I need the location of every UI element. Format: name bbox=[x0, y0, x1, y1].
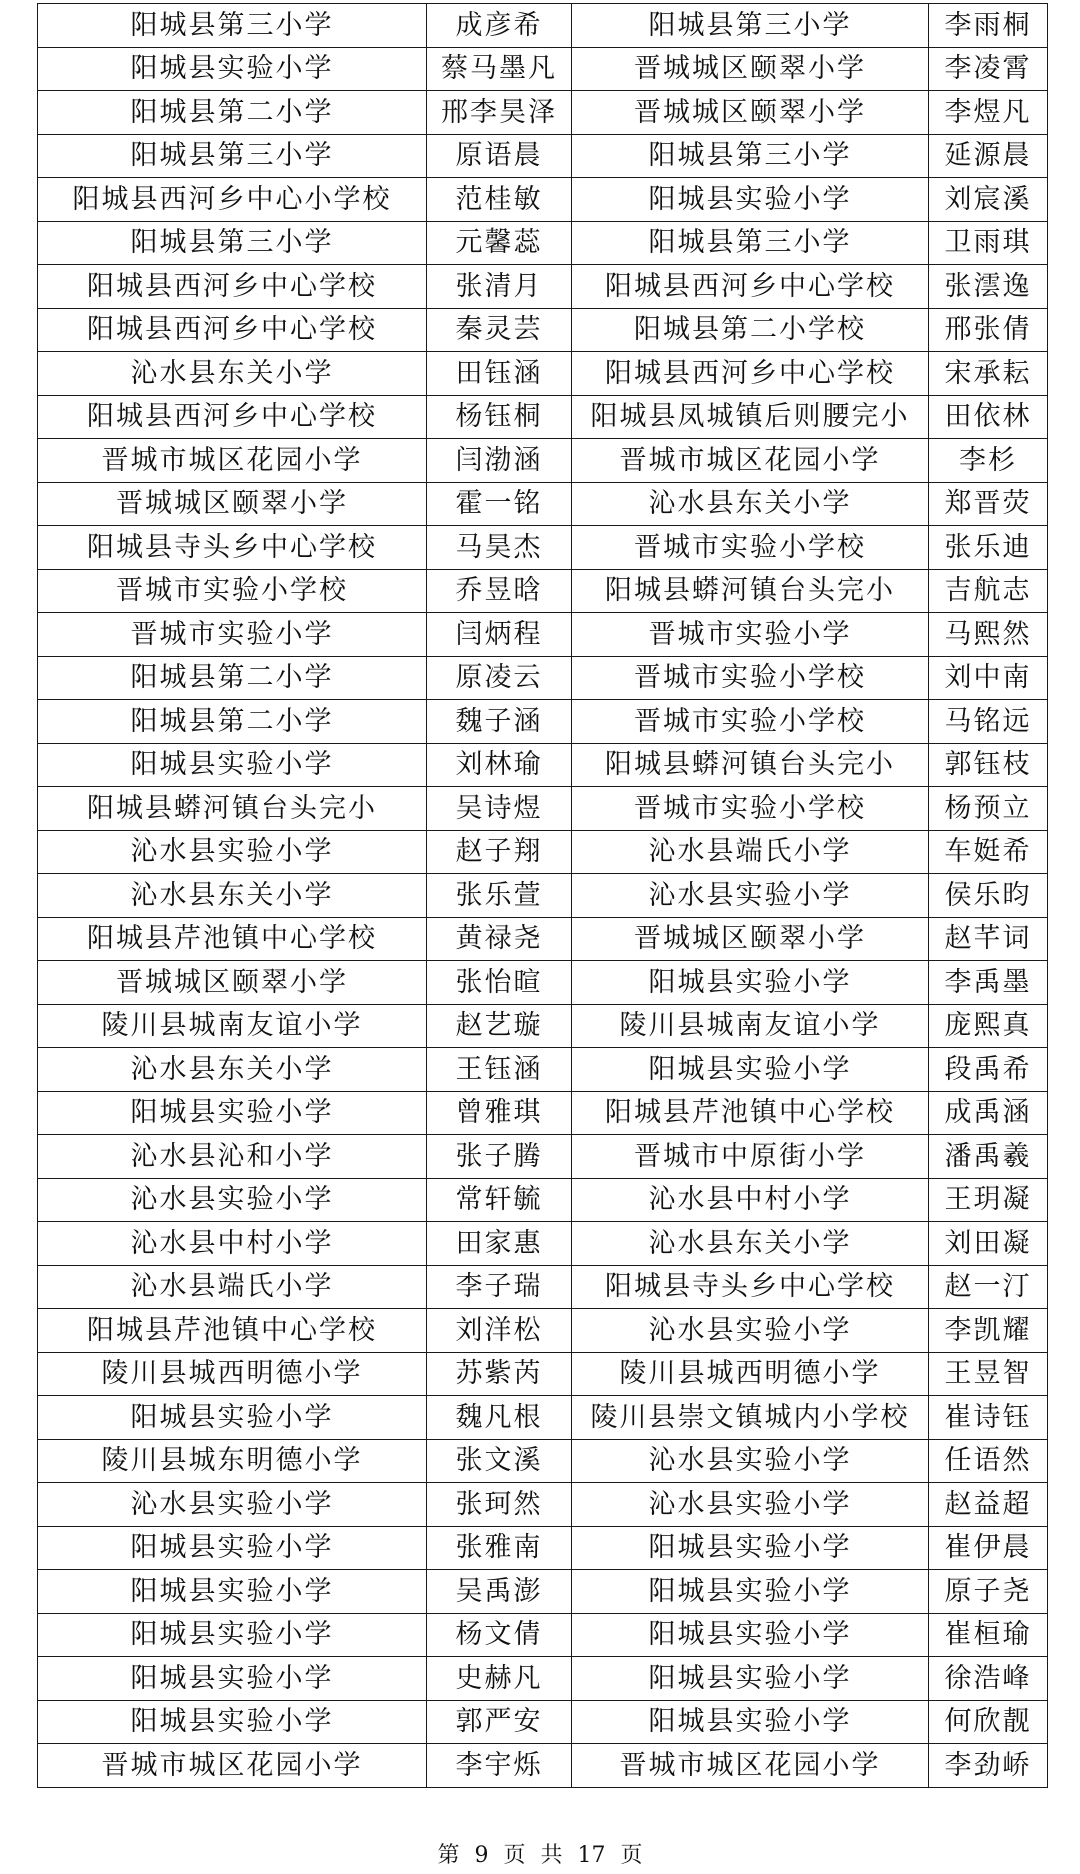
school-cell: 沁水县中村小学 bbox=[572, 1178, 929, 1222]
student-name-cell: 黄禄尧 bbox=[427, 917, 572, 961]
table-row bbox=[38, 4, 1048, 48]
table-row bbox=[38, 395, 1048, 439]
school-cell: 阳城县实验小学 bbox=[38, 1396, 427, 1440]
student-name-cell: 赵益超 bbox=[929, 1483, 1048, 1527]
school-cell: 陵川县城南友谊小学 bbox=[38, 1004, 427, 1048]
school-cell: 阳城县西河乡中心学校 bbox=[572, 265, 929, 309]
school-cell: 沁水县实验小学 bbox=[38, 1178, 427, 1222]
school-cell: 沁水县中村小学 bbox=[38, 1222, 427, 1266]
student-name-cell: 成彦希 bbox=[427, 4, 572, 48]
student-name-cell: 田钰涵 bbox=[427, 352, 572, 396]
student-name-cell: 李杉 bbox=[929, 439, 1048, 483]
student-name-cell: 马铭远 bbox=[929, 700, 1048, 744]
school-cell: 陵川县城东明德小学 bbox=[38, 1439, 427, 1483]
school-cell: 晋城市城区花园小学 bbox=[572, 1744, 929, 1788]
table-row bbox=[38, 830, 1048, 874]
school-cell: 沁水县沁和小学 bbox=[38, 1135, 427, 1179]
student-name-cell: 霍一铭 bbox=[427, 482, 572, 526]
student-name-cell: 吉航志 bbox=[929, 569, 1048, 613]
school-cell: 阳城县实验小学 bbox=[572, 1700, 929, 1744]
student-name-cell: 延源晨 bbox=[929, 134, 1048, 178]
table-row bbox=[38, 1048, 1048, 1092]
student-name-cell: 原子尧 bbox=[929, 1570, 1048, 1614]
student-name-cell: 赵子翔 bbox=[427, 830, 572, 874]
table-row bbox=[38, 1178, 1048, 1222]
school-cell: 阳城县西河乡中心学校 bbox=[38, 395, 427, 439]
school-cell: 晋城市城区花园小学 bbox=[38, 439, 427, 483]
student-name-cell: 李子瑞 bbox=[427, 1265, 572, 1309]
student-name-cell: 元馨蕊 bbox=[427, 221, 572, 265]
school-cell: 阳城县蟒河镇台头完小 bbox=[38, 787, 427, 831]
school-cell: 沁水县东关小学 bbox=[572, 1222, 929, 1266]
student-name-cell: 刘林瑜 bbox=[427, 743, 572, 787]
student-name-cell: 马熙然 bbox=[929, 613, 1048, 657]
student-name-cell: 崔伊晨 bbox=[929, 1526, 1048, 1570]
school-cell: 阳城县第二小学 bbox=[38, 656, 427, 700]
student-name-cell: 郑晋荧 bbox=[929, 482, 1048, 526]
table-row bbox=[38, 569, 1048, 613]
roster-table bbox=[37, 3, 1048, 1788]
student-name-cell: 张文溪 bbox=[427, 1439, 572, 1483]
school-cell: 沁水县端氏小学 bbox=[38, 1265, 427, 1309]
student-name-cell: 王昱智 bbox=[929, 1352, 1048, 1396]
student-name-cell: 常轩毓 bbox=[427, 1178, 572, 1222]
school-cell: 沁水县实验小学 bbox=[572, 1483, 929, 1527]
school-cell: 阳城县西河乡中心学校 bbox=[38, 265, 427, 309]
school-cell: 阳城县实验小学 bbox=[38, 1657, 427, 1701]
student-name-cell: 刘宸溪 bbox=[929, 178, 1048, 222]
school-cell: 阳城县第三小学 bbox=[572, 4, 929, 48]
student-name-cell: 曾雅琪 bbox=[427, 1091, 572, 1135]
school-cell: 阳城县第三小学 bbox=[38, 134, 427, 178]
school-cell: 阳城县第三小学 bbox=[38, 4, 427, 48]
school-cell: 阳城县第三小学 bbox=[572, 221, 929, 265]
student-name-cell: 庞熙真 bbox=[929, 1004, 1048, 1048]
student-name-cell: 王钰涵 bbox=[427, 1048, 572, 1092]
table-row bbox=[38, 1309, 1048, 1353]
student-name-cell: 赵芊词 bbox=[929, 917, 1048, 961]
student-name-cell: 崔桓瑜 bbox=[929, 1613, 1048, 1657]
student-name-cell: 邢张倩 bbox=[929, 308, 1048, 352]
student-name-cell: 原凌云 bbox=[427, 656, 572, 700]
table-row bbox=[38, 1744, 1048, 1788]
table-row bbox=[38, 1570, 1048, 1614]
student-name-cell: 刘洋松 bbox=[427, 1309, 572, 1353]
student-name-cell: 李禹墨 bbox=[929, 961, 1048, 1005]
school-cell: 晋城市实验小学校 bbox=[38, 569, 427, 613]
table-row bbox=[38, 47, 1048, 91]
student-name-cell: 魏凡根 bbox=[427, 1396, 572, 1440]
table-row bbox=[38, 1135, 1048, 1179]
student-name-cell: 史赫凡 bbox=[427, 1657, 572, 1701]
school-cell: 阳城县实验小学 bbox=[572, 1570, 929, 1614]
school-cell: 阳城县实验小学 bbox=[38, 1700, 427, 1744]
school-cell: 晋城市实验小学 bbox=[38, 613, 427, 657]
school-cell: 陵川县城西明德小学 bbox=[38, 1352, 427, 1396]
student-name-cell: 张乐萱 bbox=[427, 874, 572, 918]
student-name-cell: 郭钰枝 bbox=[929, 743, 1048, 787]
table-row bbox=[38, 308, 1048, 352]
student-name-cell: 徐浩峰 bbox=[929, 1657, 1048, 1701]
school-cell: 晋城市实验小学校 bbox=[572, 656, 929, 700]
student-name-cell: 闫炳程 bbox=[427, 613, 572, 657]
school-cell: 晋城城区颐翠小学 bbox=[572, 917, 929, 961]
school-cell: 沁水县实验小学 bbox=[572, 874, 929, 918]
school-cell: 沁水县东关小学 bbox=[38, 1048, 427, 1092]
student-name-cell: 邢李昊泽 bbox=[427, 91, 572, 135]
school-cell: 阳城县实验小学 bbox=[38, 1091, 427, 1135]
school-cell: 晋城市实验小学校 bbox=[572, 787, 929, 831]
school-cell: 沁水县实验小学 bbox=[38, 830, 427, 874]
student-name-cell: 卫雨琪 bbox=[929, 221, 1048, 265]
table-row bbox=[38, 1700, 1048, 1744]
table-row bbox=[38, 526, 1048, 570]
school-cell: 晋城市中原街小学 bbox=[572, 1135, 929, 1179]
school-cell: 阳城县西河乡中心小学校 bbox=[38, 178, 427, 222]
school-cell: 沁水县端氏小学 bbox=[572, 830, 929, 874]
student-name-cell: 张澐逸 bbox=[929, 265, 1048, 309]
school-cell: 阳城县实验小学 bbox=[38, 743, 427, 787]
student-name-cell: 车娗希 bbox=[929, 830, 1048, 874]
school-cell: 晋城市城区花园小学 bbox=[38, 1744, 427, 1788]
table-row bbox=[38, 265, 1048, 309]
student-name-cell: 李劲峤 bbox=[929, 1744, 1048, 1788]
student-name-cell: 李煜凡 bbox=[929, 91, 1048, 135]
table-row bbox=[38, 352, 1048, 396]
student-name-cell: 刘中南 bbox=[929, 656, 1048, 700]
table-row bbox=[38, 1222, 1048, 1266]
student-name-cell: 郭严安 bbox=[427, 1700, 572, 1744]
school-cell: 沁水县东关小学 bbox=[38, 874, 427, 918]
school-cell: 阳城县寺头乡中心学校 bbox=[38, 526, 427, 570]
school-cell: 陵川县城南友谊小学 bbox=[572, 1004, 929, 1048]
school-cell: 沁水县实验小学 bbox=[572, 1309, 929, 1353]
school-cell: 阳城县实验小学 bbox=[572, 1048, 929, 1092]
school-cell: 阳城县凤城镇后则腰完小 bbox=[572, 395, 929, 439]
school-cell: 阳城县实验小学 bbox=[572, 178, 929, 222]
school-cell: 阳城县实验小学 bbox=[38, 1613, 427, 1657]
student-name-cell: 赵一汀 bbox=[929, 1265, 1048, 1309]
student-name-cell: 杨预立 bbox=[929, 787, 1048, 831]
table-row bbox=[38, 178, 1048, 222]
student-name-cell: 魏子涵 bbox=[427, 700, 572, 744]
school-cell: 沁水县实验小学 bbox=[38, 1483, 427, 1527]
school-cell: 阳城县实验小学 bbox=[38, 47, 427, 91]
student-name-cell: 段禹希 bbox=[929, 1048, 1048, 1092]
school-cell: 阳城县第三小学 bbox=[572, 134, 929, 178]
school-cell: 晋城城区颐翠小学 bbox=[572, 91, 929, 135]
student-name-cell: 田家惠 bbox=[427, 1222, 572, 1266]
student-name-cell: 杨钰桐 bbox=[427, 395, 572, 439]
school-cell: 阳城县第二小学 bbox=[38, 700, 427, 744]
student-name-cell: 张清月 bbox=[427, 265, 572, 309]
table-row bbox=[38, 1613, 1048, 1657]
student-name-cell: 张雅南 bbox=[427, 1526, 572, 1570]
school-cell: 阳城县实验小学 bbox=[572, 1613, 929, 1657]
table-row bbox=[38, 917, 1048, 961]
school-cell: 阳城县第二小学 bbox=[38, 91, 427, 135]
student-name-cell: 李宇烁 bbox=[427, 1744, 572, 1788]
student-name-cell: 李凌霄 bbox=[929, 47, 1048, 91]
school-cell: 晋城城区颐翠小学 bbox=[38, 961, 427, 1005]
student-name-cell: 张怡暄 bbox=[427, 961, 572, 1005]
school-cell: 晋城市实验小学 bbox=[572, 613, 929, 657]
school-cell: 晋城城区颐翠小学 bbox=[38, 482, 427, 526]
roster-table-body bbox=[38, 4, 1048, 1788]
school-cell: 沁水县东关小学 bbox=[572, 482, 929, 526]
school-cell: 阳城县实验小学 bbox=[572, 961, 929, 1005]
student-name-cell: 崔诗钰 bbox=[929, 1396, 1048, 1440]
table-row bbox=[38, 482, 1048, 526]
school-cell: 阳城县蟒河镇台头完小 bbox=[572, 743, 929, 787]
table-row bbox=[38, 1352, 1048, 1396]
school-cell: 沁水县东关小学 bbox=[38, 352, 427, 396]
student-name-cell: 赵艺璇 bbox=[427, 1004, 572, 1048]
school-cell: 阳城县芹池镇中心学校 bbox=[38, 1309, 427, 1353]
student-name-cell: 闫渤涵 bbox=[427, 439, 572, 483]
table-row bbox=[38, 1396, 1048, 1440]
student-name-cell: 吴禹澎 bbox=[427, 1570, 572, 1614]
table-row bbox=[38, 613, 1048, 657]
table-row bbox=[38, 221, 1048, 265]
school-cell: 晋城市城区花园小学 bbox=[572, 439, 929, 483]
student-name-cell: 何欣靓 bbox=[929, 1700, 1048, 1744]
school-cell: 晋城市实验小学校 bbox=[572, 526, 929, 570]
student-name-cell: 张子腾 bbox=[427, 1135, 572, 1179]
school-cell: 晋城市实验小学校 bbox=[572, 700, 929, 744]
student-name-cell: 张珂然 bbox=[427, 1483, 572, 1527]
school-cell: 阳城县实验小学 bbox=[572, 1526, 929, 1570]
student-name-cell: 蔡马墨凡 bbox=[427, 47, 572, 91]
table-row bbox=[38, 700, 1048, 744]
table-row bbox=[38, 1483, 1048, 1527]
student-name-cell: 成禹涵 bbox=[929, 1091, 1048, 1135]
school-cell: 阳城县西河乡中心学校 bbox=[572, 352, 929, 396]
student-name-cell: 苏紫芮 bbox=[427, 1352, 572, 1396]
student-name-cell: 田依林 bbox=[929, 395, 1048, 439]
school-cell: 阳城县芹池镇中心学校 bbox=[38, 917, 427, 961]
table-row bbox=[38, 1526, 1048, 1570]
student-name-cell: 原语晨 bbox=[427, 134, 572, 178]
student-name-cell: 宋承耘 bbox=[929, 352, 1048, 396]
school-cell: 阳城县实验小学 bbox=[572, 1657, 929, 1701]
student-name-cell: 范桂敏 bbox=[427, 178, 572, 222]
student-name-cell: 侯乐昀 bbox=[929, 874, 1048, 918]
student-name-cell: 吴诗煜 bbox=[427, 787, 572, 831]
school-cell: 阳城县西河乡中心学校 bbox=[38, 308, 427, 352]
page-number-footer: 第 9 页 共 17 页 bbox=[437, 1843, 643, 1868]
school-cell: 沁水县实验小学 bbox=[572, 1439, 929, 1483]
school-cell: 阳城县第三小学 bbox=[38, 221, 427, 265]
student-name-cell: 任语然 bbox=[929, 1439, 1048, 1483]
table-row bbox=[38, 656, 1048, 700]
school-cell: 阳城县实验小学 bbox=[38, 1570, 427, 1614]
table-row bbox=[38, 743, 1048, 787]
school-cell: 阳城县第二小学校 bbox=[572, 308, 929, 352]
student-name-cell: 马昊杰 bbox=[427, 526, 572, 570]
school-cell: 陵川县城西明德小学 bbox=[572, 1352, 929, 1396]
table-row bbox=[38, 787, 1048, 831]
school-cell: 阳城县蟒河镇台头完小 bbox=[572, 569, 929, 613]
table-row bbox=[38, 1657, 1048, 1701]
student-name-cell: 杨文倩 bbox=[427, 1613, 572, 1657]
table-row bbox=[38, 874, 1048, 918]
student-name-cell: 李雨桐 bbox=[929, 4, 1048, 48]
table-row bbox=[38, 1265, 1048, 1309]
school-cell: 阳城县寺头乡中心学校 bbox=[572, 1265, 929, 1309]
student-name-cell: 李凯耀 bbox=[929, 1309, 1048, 1353]
table-row bbox=[38, 961, 1048, 1005]
student-name-cell: 乔昱晗 bbox=[427, 569, 572, 613]
school-cell: 阳城县芹池镇中心学校 bbox=[572, 1091, 929, 1135]
table-row bbox=[38, 91, 1048, 135]
table-row bbox=[38, 1004, 1048, 1048]
student-name-cell: 秦灵芸 bbox=[427, 308, 572, 352]
table-row bbox=[38, 439, 1048, 483]
student-name-cell: 潘禹羲 bbox=[929, 1135, 1048, 1179]
student-name-cell: 刘田凝 bbox=[929, 1222, 1048, 1266]
student-name-cell: 张乐迪 bbox=[929, 526, 1048, 570]
student-name-cell: 王玥凝 bbox=[929, 1178, 1048, 1222]
table-row bbox=[38, 1439, 1048, 1483]
school-cell: 阳城县实验小学 bbox=[38, 1526, 427, 1570]
table-row bbox=[38, 1091, 1048, 1135]
school-cell: 陵川县崇文镇城内小学校 bbox=[572, 1396, 929, 1440]
school-cell: 晋城城区颐翠小学 bbox=[572, 47, 929, 91]
table-row bbox=[38, 134, 1048, 178]
